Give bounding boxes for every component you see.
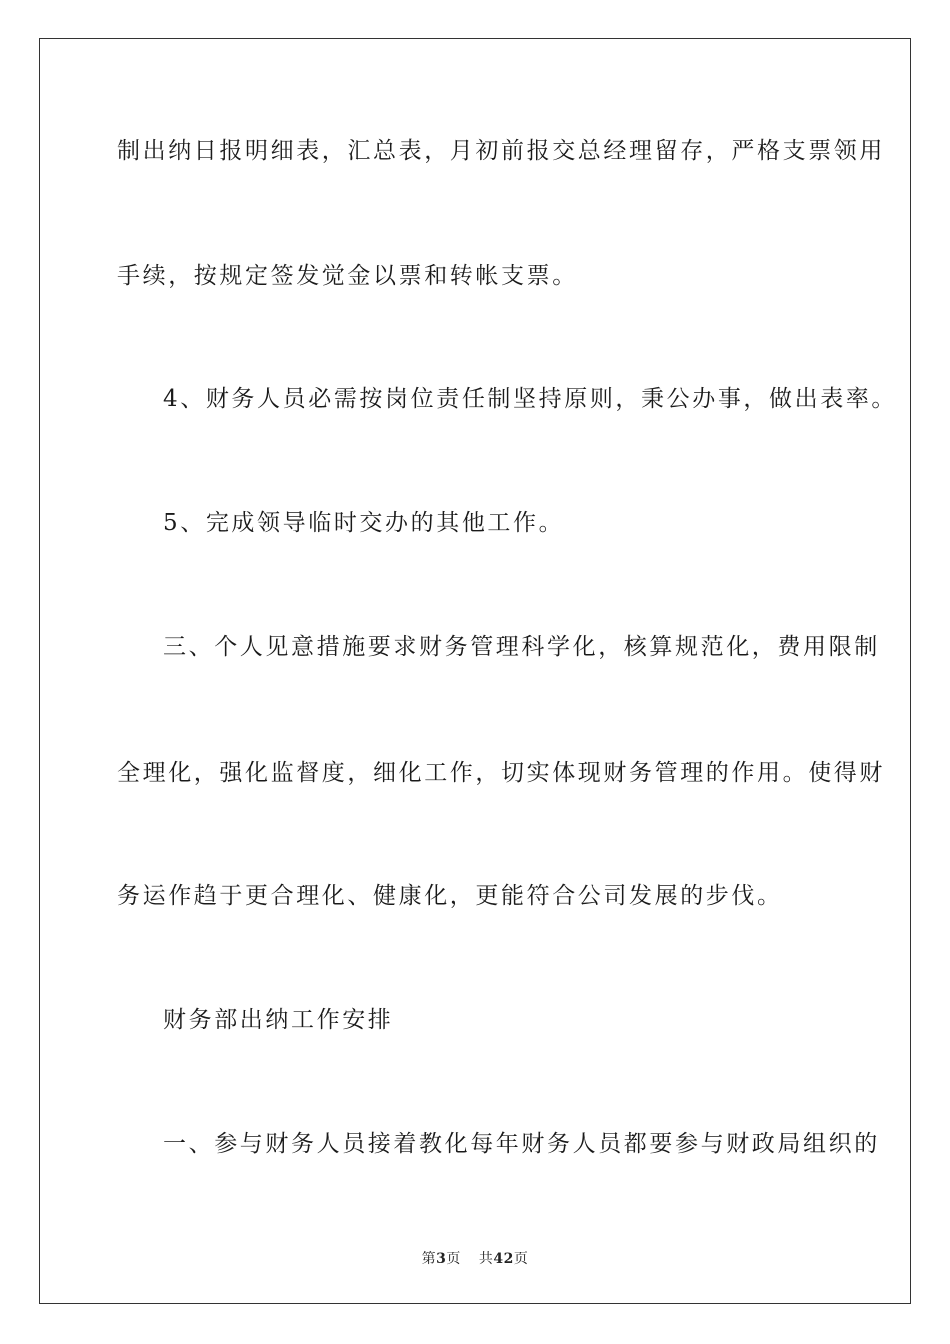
page-suffix: 页 (446, 1251, 461, 1267)
body-line-4: 5、完成领导临时交办的其他工作。 (163, 510, 565, 536)
body-line-6: 全理化，强化监督度，细化工作，切实体现财务管理的作用。使得财 (117, 760, 885, 786)
section-heading: 财务部出纳工作安排 (163, 1007, 394, 1033)
body-line-7: 务运作趋于更合理化、健康化，更能符合公司发展的步伐。 (117, 883, 783, 909)
body-line-5: 三、个人见意措施要求财务管理科学化，核算规范化，费用限制 (163, 634, 880, 660)
total-pages: 42 (493, 1251, 514, 1267)
body-line-2: 手续，按规定签发觉金以票和转帐支票。 (117, 263, 578, 289)
page-number: 3 (436, 1251, 447, 1267)
body-line-3: 4、财务人员必需按岗位责任制坚持原则，秉公办事，做出表率。 (163, 386, 898, 412)
body-line-1: 制出纳日报明细表，汇总表，月初前报交总经理留存，严格支票领用 (117, 138, 885, 164)
page-footer (0, 1248, 950, 1268)
body-line-8: 一、参与财务人员接着教化每年财务人员都要参与财政局组织的 (163, 1131, 880, 1157)
total-suffix: 页 (513, 1251, 529, 1267)
total-prefix: 共 (478, 1251, 494, 1267)
page-prefix: 第 (421, 1251, 437, 1267)
page-border (39, 38, 911, 1304)
